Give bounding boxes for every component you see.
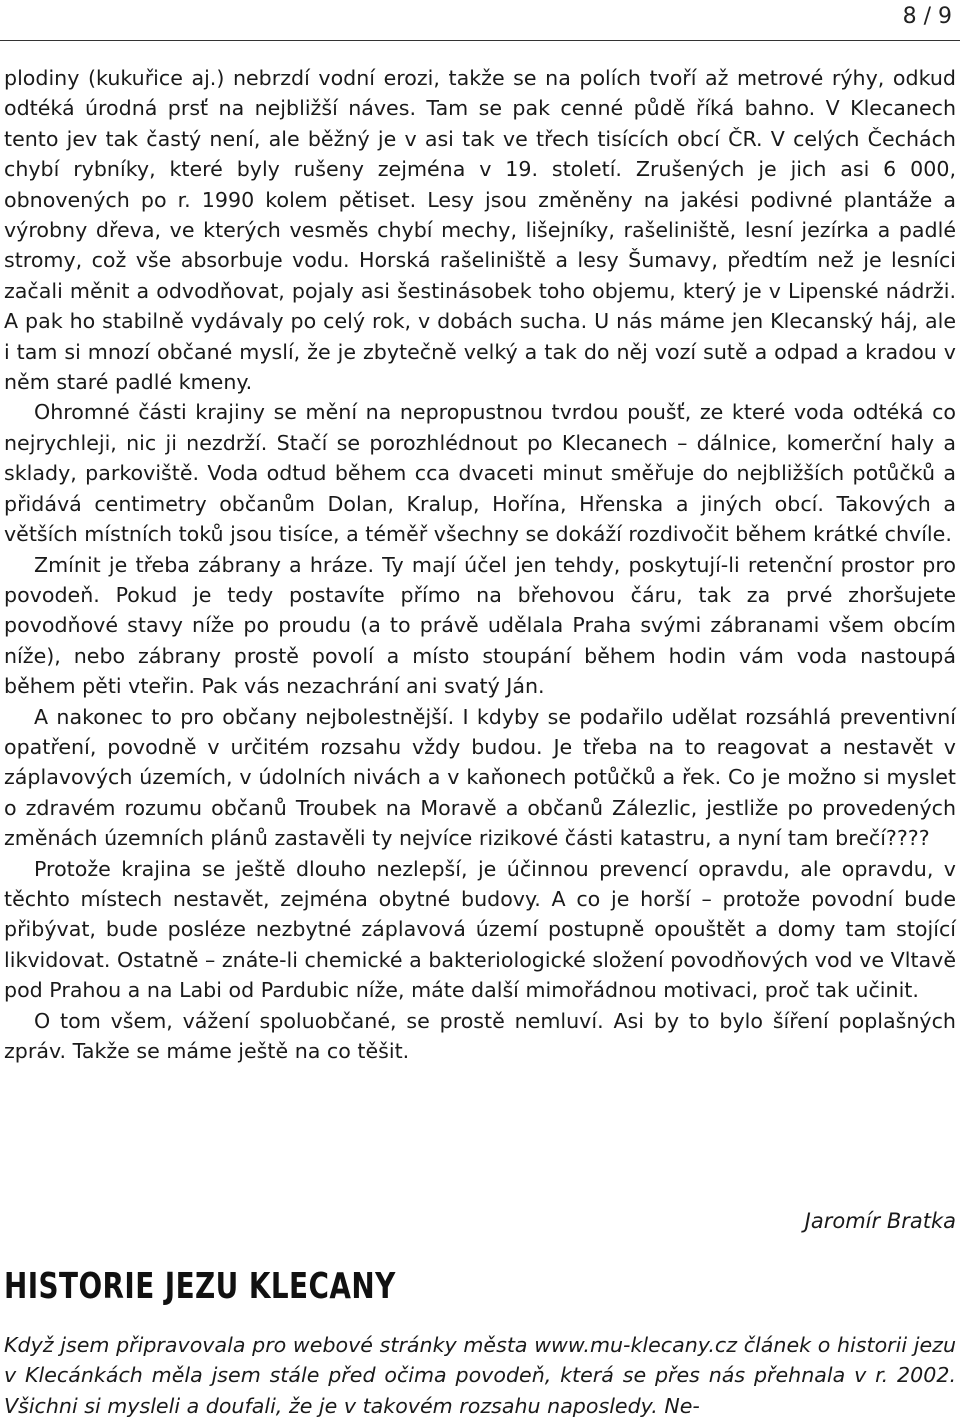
section-title: HISTORIE JEZU KLECANY: [4, 1266, 396, 1307]
article-paragraph: O tom všem, vážení spoluobčané, se prostě nemluví. Asi by to bylo šíření poplašných zpráv. Takže se máme ještě na co těšit.: [4, 1008, 956, 1063]
article-body: [4, 63, 956, 1066]
article-paragraph: A nakonec to pro občany nejbolestnější. I kdyby se podařilo udělat rozsáhlá preventivní opatření, povodně v určitém rozsahu vždy budou. Je třeba na to reagovat a nestavět v záplavových územích, v údolních nivách a v kaňonech potůčků a řek. Co je možno si myslet o zdravém rozumu občanů Troubek na Moravě a občanů Zálezlic, jestliže po provedených změnách územních plánů zastavěli ty nejvíce rizikové části katastru, a nyní tam brečí????: [4, 704, 956, 851]
article-paragraph: Ohromné části krajiny se mění na nepropustnou tvrdou poušť, ze které voda odtéká co nejrychleji, nic ji nezdrží. Stačí se porozhlédnout po Klecanech – dálnice, komerční haly a sklady, parkoviště. Voda odtud během cca dvaceti minut směřuje do nejbližších potůčků a přidává centimetry občanům Dolan, Kralup, Hořína, Hřenska a jiných obcí. Takových a větších místních toků jsou tisíce, a téměř všechny se dokáží rozdivočit během krátké chvíle.: [4, 400, 956, 547]
article-paragraph: Zmínit je třeba zábrany a hráze. Ty mají účel jen tehdy, poskytují-li retenční prostor pro povodeň. Pokud je tedy postavíte přímo na břehovou čáru, tak za prvé zhoršujete povodňové stavy níže po proudu (a to právě udělala Praha svými zábranami všem obcím níže), nebo zábrany prostě povolí a místo stoupání během hodin vám voda nastoupá během pěti vteřin. Pak vás nezachrání ani svatý Ján.: [4, 552, 956, 699]
page-number: 8 / 9: [902, 4, 952, 29]
article-author: Jaromír Bratka: [804, 1209, 956, 1233]
section-intro: Když jsem připravovala pro webové stránky města www.mu-klecany.cz článek o historii jezu v Klecánkách měla jsem stále před očima povodeň, která se přes nás přehnala v r. 2002. Všichni si mysleli a doufali, že je v takovém rozsahu naposledy. Ne-: [4, 1333, 956, 1418]
article-paragraph: plodiny (kukuřice aj.) nebrzdí vodní erozi, takže se na polích tvoří až metrové rýhy, odkud odtéká úrodná prsť na nejbližší náves. Tam se pak cenné půdě říká bahno. V Klecanech tento jev tak častý není, ale běžný je v asi tak ve třech tisících obcí ČR. V celých Čechách chybí rybníky, které byly rušeny zejména v 19. století. Zrušených je jich asi 6 000, obnovených po r. 1990 kolem pětiset. Lesy jsou změněny na jakési podivné plantáže a výrobny dřeva, ve kterých vesměs chybí mechy, lišejníky, rašeliniště, lesní jezírka a padlé stromy, což vše absorbuje vodu. Horská rašeliniště a lesy Šumavy, předtím než je lesníci začali měnit a odvodňovat, pojaly asi šestinásobek toho objemu, který je v Lipenské nádrži. A pak ho stabilně vydávaly po celý rok, v dobách sucha. U nás máme jen Klecanský háj, ale i tam si mnozí občané myslí, že je zbytečně velký a tak do něj vozí sutě a odpad a kradou v něm staré padlé kmeny.: [4, 66, 956, 395]
header-rule: [0, 40, 960, 41]
article-paragraph: Protože krajina se ještě dlouho nezlepší, je účinnou prevencí opravdu, ale opravdu, v těchto místech nestavět, zejména obytné budovy. A co je horší – protože povodní bude přibývat, bude posléze nezbytné záplavová území postupně opouštět a domy tam stojící likvidovat. Ostatně – znáte-li chemické a bakteriologické složení povodňových vod ve Vltavě pod Prahou a na Labi od Pardubic níže, máte další mimořádnou motivaci, proč tak učinit.: [4, 856, 956, 1003]
